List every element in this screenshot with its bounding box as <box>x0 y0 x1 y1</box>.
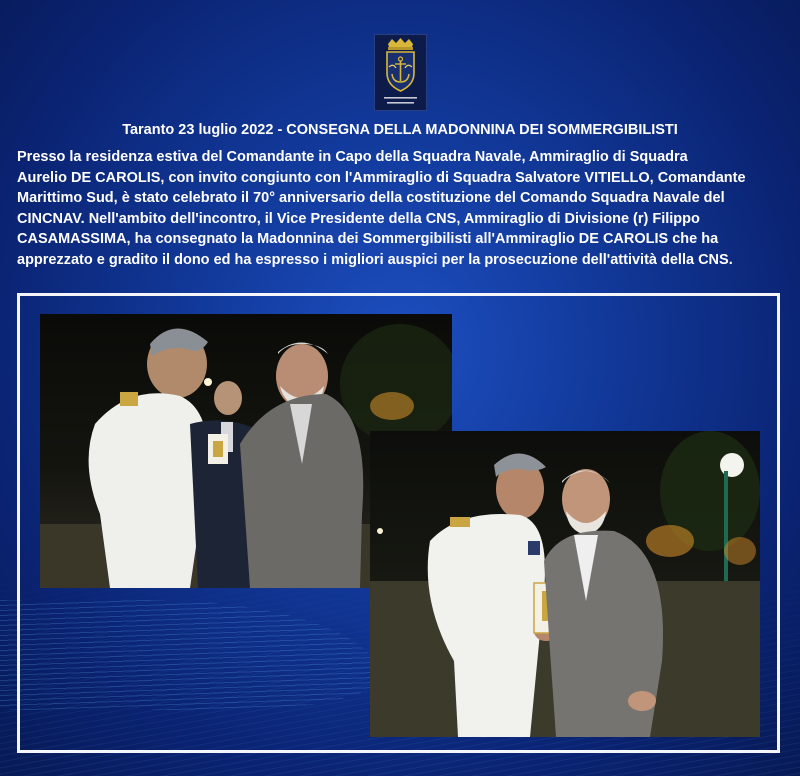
photo-admiral-with-guest <box>370 431 760 737</box>
emblem-logo <box>374 34 427 111</box>
body-line: Presso la residenza estiva del Comandante in Capo della Squadra Navale, Ammiraglio di Squadra <box>17 149 688 165</box>
body-line: Marittimo Sud, è stato celebrato il 70° anniversario della costituzione del Comando Squadra Navale del <box>17 190 725 207</box>
headline: Taranto 23 luglio 2022 - CONSEGNA DELLA MADONNINA DEI SOMMERGIBILISTI <box>122 122 678 138</box>
body-line: CASAMASSIMA, ha consegnato la Madonnina dei Sommergibilisti all'Ammiraglio DE CAROLIS che ha <box>17 231 719 248</box>
body-line: CINCNAV. Nell'ambito dell'incontro, il Vice Presidente della CNS, Ammiraglio di Divisione (r) Filippo <box>17 210 700 227</box>
article-body <box>17 147 785 271</box>
body-line: Aurelio DE CAROLIS, con invito congiunto con l'Ammiraglio di Squadra Salvatore VITIELLO, Comandante <box>17 169 746 186</box>
body-line: apprezzato e gradito il dono ed ha espresso i migliori auspici per la prosecuzione dell'attività della CNS. <box>17 251 733 268</box>
